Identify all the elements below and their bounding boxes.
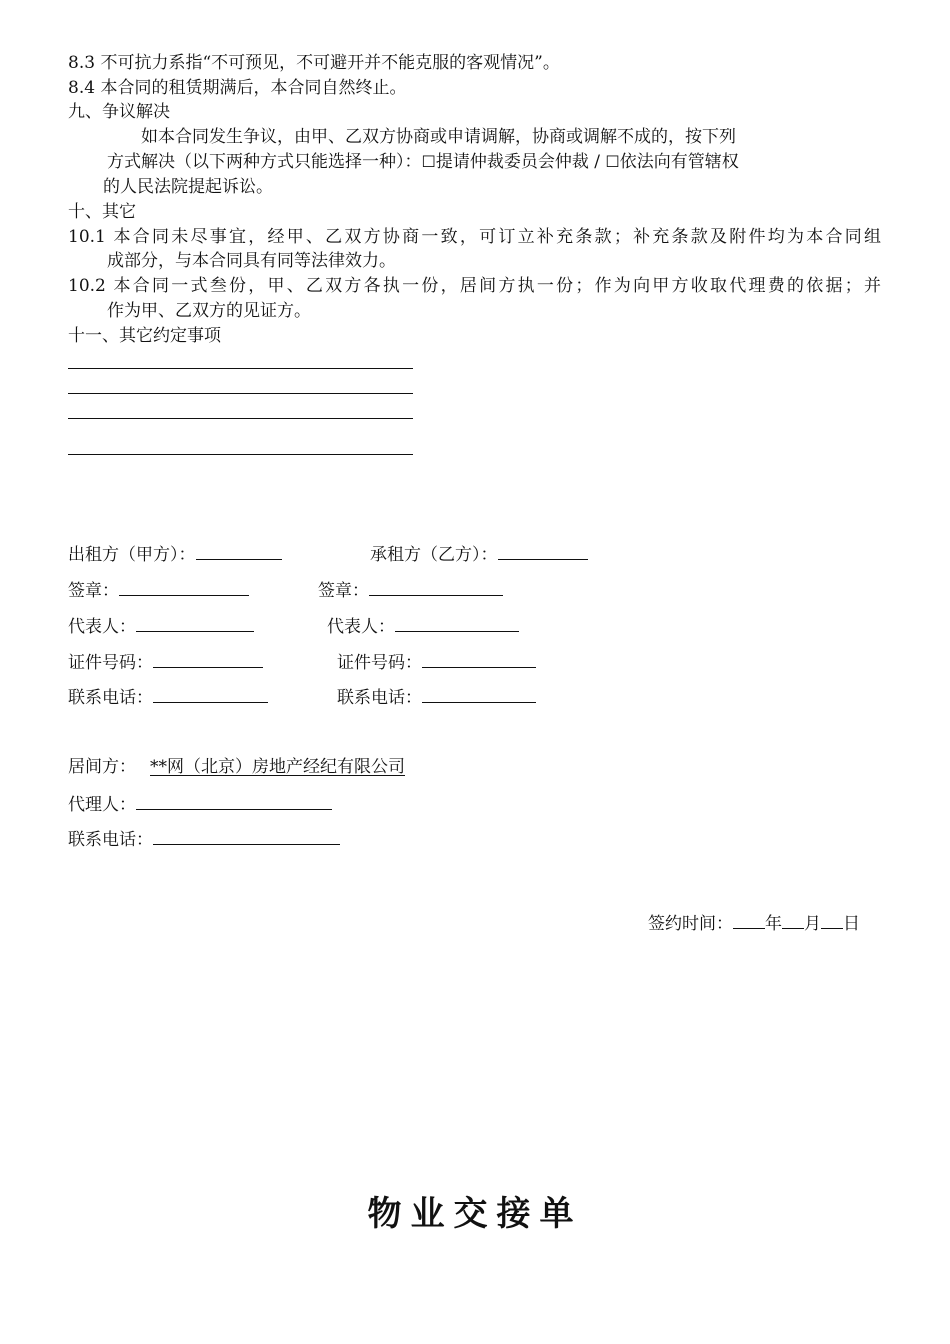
- lessee-seal-row: [318, 578, 503, 602]
- day-label: 日: [843, 914, 860, 934]
- lessor-seal-row: [68, 578, 249, 602]
- lessor-phone-field[interactable]: [153, 685, 268, 703]
- lessee-representative-row: [327, 614, 519, 638]
- section-10-heading: 十、其它: [68, 202, 136, 222]
- clause-8-4: 8.4 本合同的租赁期满后，本合同自然终止。: [68, 78, 407, 98]
- section-9-text-line1: 如本合同发生争议，由甲、乙双方协商或申请调解，协商或调解不成的，按下列: [141, 127, 736, 147]
- seal-label: 签章：: [318, 581, 369, 601]
- arbitration-checkbox[interactable]: ☐: [421, 152, 436, 171]
- lessor-representative-field[interactable]: [136, 614, 254, 632]
- section-11-heading: 十一、其它约定事项: [68, 326, 221, 346]
- lessee-row: [370, 542, 588, 566]
- section-9-text-line3: 的人民法院提起诉讼。: [103, 177, 273, 197]
- lessee-phone-field[interactable]: [422, 685, 536, 703]
- lessor-id-row: [68, 650, 263, 674]
- lessee-label: 承租方（乙方）：: [370, 545, 498, 565]
- intermediary-phone-label: 联系电话：: [68, 830, 153, 850]
- sign-date: [648, 911, 860, 935]
- clause-10-1-line2: 成部分，与本合同具有同等法律效力。: [107, 251, 396, 271]
- intermediary-label: 居间方：: [68, 757, 136, 777]
- property-handover-title: 物业交接单: [367, 1194, 583, 1234]
- lessor-id-field[interactable]: [153, 650, 263, 668]
- lessor-label: 出租方（甲方）：: [68, 545, 196, 565]
- representative-label: 代表人：: [327, 617, 395, 637]
- other-terms-line-4[interactable]: [68, 454, 413, 455]
- intermediary-row: [68, 756, 415, 778]
- other-terms-line-1[interactable]: [68, 368, 413, 369]
- lessor-phone-row: [68, 685, 268, 709]
- litigation-checkbox[interactable]: ☐: [605, 152, 620, 171]
- intermediary-company: **网（北京）房地产经纪有限公司: [150, 757, 405, 777]
- clause-10-1-line1: 10.1 本合同未尽事宜，经甲、乙双方协商一致，可订立补充条款；补充条款及附件均为本合同组: [68, 227, 881, 247]
- clause-10-2-line1: 10.2 本合同一式叁份，甲、乙双方各执一份，居间方执一份；作为向甲方收取代理费的依据；并: [68, 276, 881, 296]
- intermediary-phone-field[interactable]: [153, 827, 340, 845]
- phone-label: 联系电话：: [337, 688, 422, 708]
- section-9-method-intro: 方式解决（以下两种方式只能选择一种）：: [107, 152, 422, 172]
- lessor-row: [68, 542, 282, 566]
- agent-label: 代理人：: [68, 795, 136, 815]
- agent-field[interactable]: [136, 792, 332, 810]
- litigation-option: 依法向有管辖权: [619, 152, 739, 172]
- other-terms-line-2[interactable]: [68, 393, 413, 394]
- seal-label: 签章：: [68, 581, 119, 601]
- other-terms-line-3[interactable]: [68, 418, 413, 419]
- lessee-name-field[interactable]: [498, 542, 588, 560]
- clause-10-2-line2: 作为甲、乙双方的见证方。: [107, 301, 311, 321]
- sign-day-field[interactable]: [821, 911, 843, 929]
- lessee-phone-row: [337, 685, 536, 709]
- lessee-seal-field[interactable]: [369, 578, 503, 596]
- sign-date-label: 签约时间：: [648, 914, 733, 934]
- intermediary-phone-row: [68, 827, 340, 851]
- agent-row: [68, 792, 332, 816]
- sign-year-field[interactable]: [733, 911, 765, 929]
- sign-month-field[interactable]: [782, 911, 804, 929]
- arbitration-option: 提请仲裁委员会仲裁 /: [435, 152, 606, 172]
- lessor-representative-row: [68, 614, 254, 638]
- clause-8-3: 8.3 不可抗力系指“不可预见，不可避开并不能克服的客观情况”。: [68, 53, 560, 73]
- year-label: 年: [765, 914, 782, 934]
- month-label: 月: [804, 914, 821, 934]
- id-number-label: 证件号码：: [68, 653, 153, 673]
- section-9-heading: 九、争议解决: [68, 102, 170, 122]
- lessee-id-field[interactable]: [422, 650, 536, 668]
- lessor-name-field[interactable]: [196, 542, 282, 560]
- section-9-text-line2: [107, 151, 739, 173]
- id-number-label: 证件号码：: [337, 653, 422, 673]
- lessee-representative-field[interactable]: [395, 614, 519, 632]
- phone-label: 联系电话：: [68, 688, 153, 708]
- representative-label: 代表人：: [68, 617, 136, 637]
- lessor-seal-field[interactable]: [119, 578, 249, 596]
- lessee-id-row: [337, 650, 536, 674]
